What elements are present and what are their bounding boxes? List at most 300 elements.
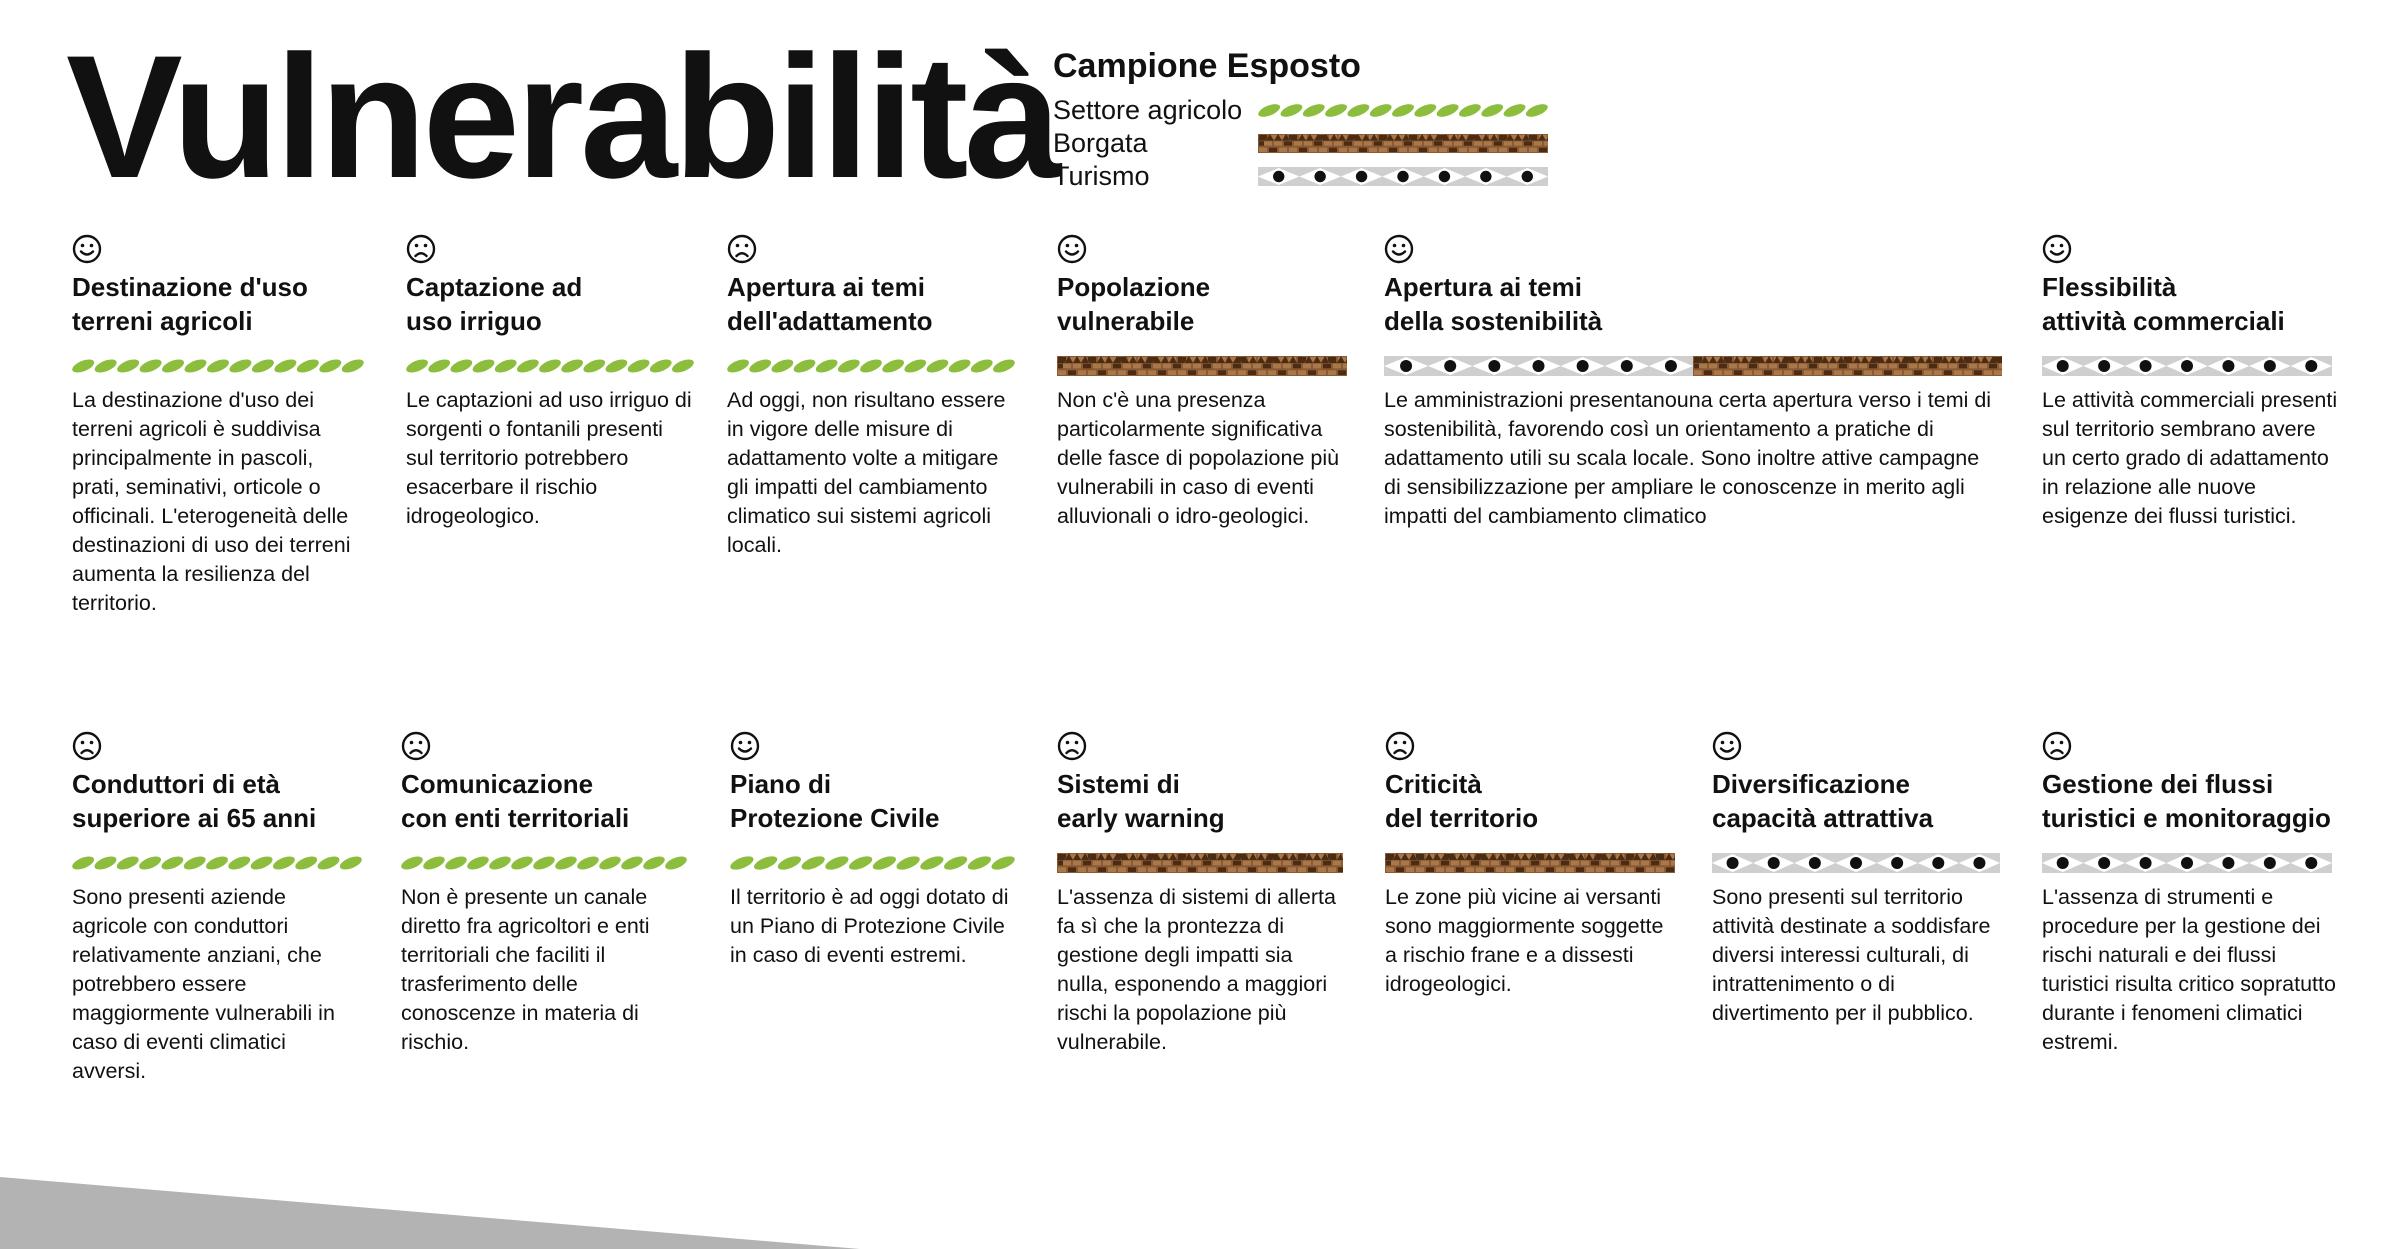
- leaf-mark: [604, 357, 629, 375]
- dot-mark: [1488, 360, 1500, 372]
- pattern-bar: [401, 853, 687, 873]
- brick-mark: [1514, 141, 1522, 145]
- brick-mark: [1168, 370, 1176, 375]
- brick-mark: [1328, 370, 1336, 375]
- dot-mark: [2264, 360, 2276, 372]
- brick-mark: [1088, 370, 1096, 375]
- brick-mark: [1359, 148, 1367, 152]
- leaf-mark: [770, 357, 795, 375]
- leaf-mark: [858, 357, 883, 375]
- brick-mark: [1123, 861, 1131, 866]
- leaf-mark: [183, 357, 209, 375]
- face-outline: [1386, 236, 1412, 262]
- mouth-mark: [737, 253, 748, 256]
- leaf-mark: [1457, 102, 1482, 120]
- pattern-svg: [730, 853, 1015, 873]
- pattern-svg: [1258, 134, 1548, 153]
- leaf-mark: [471, 357, 496, 375]
- brick-mark: [1258, 370, 1266, 375]
- brick-mark: [1118, 370, 1126, 375]
- brick-mark: [1248, 370, 1256, 375]
- eye-mark: [1066, 244, 1070, 248]
- smiley-sad-icon: [401, 731, 431, 761]
- smiley-happy-icon: [1384, 234, 1414, 264]
- card-title: Apertura ai temi della sostenibilità: [1384, 272, 1603, 336]
- smiley-happy-icon: [72, 234, 102, 264]
- brick-mark: [1294, 141, 1302, 145]
- face-outline: [2044, 733, 2070, 759]
- brick-mark: [1333, 364, 1341, 369]
- eye-mark: [410, 741, 414, 745]
- leaf-mark: [990, 854, 1015, 873]
- eye-mark: [1066, 741, 1070, 745]
- brick-mark: [1323, 861, 1331, 866]
- eye-mark: [90, 741, 94, 745]
- brick-mark: [1283, 364, 1291, 369]
- face-icon: [72, 234, 102, 264]
- dot-mark: [2098, 360, 2110, 372]
- brick-mark: [1299, 148, 1307, 152]
- card-text: Non è presente un canale diretto fra agricoltori e enti territoriali che faciliti il trasferimento delle conoscenze in materia di rischio.: [401, 885, 650, 1054]
- brick-mark: [1739, 364, 1747, 369]
- brick-mark: [1248, 867, 1256, 872]
- brick-mark: [1566, 867, 1574, 872]
- face-outline: [408, 236, 434, 262]
- brick-mark: [1556, 867, 1564, 872]
- pattern-bar: [727, 356, 1015, 376]
- brick-mark: [1949, 364, 1957, 369]
- leaf-mark: [227, 854, 252, 872]
- corner-shape: [0, 1177, 860, 1249]
- brick-mark: [1389, 148, 1397, 152]
- brick-mark: [1636, 867, 1644, 872]
- brick-mark: [1409, 148, 1417, 152]
- dot-mark: [2264, 857, 2276, 869]
- eye-mark: [1393, 244, 1397, 248]
- brick-mark: [1178, 867, 1186, 872]
- brick-mark: [1303, 861, 1311, 866]
- leaf-mark: [648, 357, 673, 375]
- brick-mark: [1546, 867, 1554, 872]
- leaf-mark: [663, 854, 687, 872]
- brick-mark: [1203, 861, 1211, 866]
- card-text: L'assenza di sistemi di allerta fa sì che la prontezza di gestione degli impatti sia nulla, esponendo a maggiori rischi la popolazione più vulnerabile.: [1057, 885, 1336, 1054]
- mouth-mark: [82, 750, 93, 753]
- leaf-mark: [421, 854, 446, 872]
- smiley-happy-icon: [2042, 234, 2072, 264]
- brick-mark: [1989, 364, 1997, 369]
- brick-mark: [1391, 861, 1399, 866]
- corner-decoration: [0, 1169, 900, 1249]
- eye-mark: [1075, 741, 1079, 745]
- face-icon: [730, 731, 760, 761]
- brick-mark: [1318, 867, 1326, 872]
- brick-mark: [1489, 148, 1497, 152]
- smiley-happy-icon: [1057, 234, 1087, 264]
- leaf-mark: [1524, 102, 1548, 120]
- brick-mark: [1228, 370, 1236, 375]
- legend-label: Settore agricolo: [1053, 95, 1243, 125]
- brick-mark: [1334, 141, 1342, 145]
- leaf-mark: [582, 357, 607, 375]
- legend-label: Borgata: [1053, 128, 1148, 158]
- leaf-mark: [800, 854, 827, 873]
- pattern-svg: [1057, 356, 1347, 376]
- brick-mark: [1173, 861, 1181, 866]
- dot-mark: [2140, 360, 2152, 372]
- card-title: Apertura ai temi dell'adattamento: [727, 272, 933, 336]
- leaf-mark: [93, 357, 119, 375]
- pattern-bar: [1057, 356, 1347, 376]
- leaf-mark: [531, 854, 556, 872]
- card-title: Criticità del territorio: [1385, 769, 1539, 833]
- face-outline: [1059, 733, 1085, 759]
- brick-mark: [1824, 370, 1832, 375]
- brick-mark: [1909, 364, 1917, 369]
- dot-mark: [2181, 360, 2193, 372]
- card-text: Non c'è una presenza particolarmente significativa delle fasce di popolazione più vulnerabili in caso di eventi alluvionali o idro-geologici.: [1057, 388, 1340, 528]
- pattern-svg: [2042, 356, 2332, 376]
- smiley-sad-icon: [1057, 731, 1087, 761]
- brick-mark: [1839, 364, 1847, 369]
- brick-mark: [1253, 861, 1261, 866]
- dot-mark: [2222, 360, 2234, 372]
- leaf-mark: [406, 357, 430, 375]
- leaf-mark: [465, 854, 490, 872]
- leaf-mark: [515, 357, 540, 375]
- brick-mark: [1641, 861, 1649, 866]
- leaf-mark: [1301, 102, 1326, 120]
- brick-mark: [1666, 867, 1674, 872]
- pattern-bar: [406, 356, 694, 376]
- pattern-svg: [401, 853, 687, 873]
- eye-mark: [1721, 741, 1725, 745]
- card-title: Flessibilità attività commerciali: [2042, 272, 2285, 336]
- brick-mark: [1238, 370, 1246, 375]
- brick-mark: [1734, 370, 1742, 375]
- brick-mark: [1218, 370, 1226, 375]
- brick-mark: [1233, 364, 1241, 369]
- brick-mark: [1576, 867, 1584, 872]
- eye-mark: [424, 244, 428, 248]
- brick-mark: [1524, 141, 1532, 145]
- leaf-mark: [597, 854, 622, 872]
- brick-mark: [1293, 861, 1301, 866]
- brick-mark: [1313, 861, 1321, 866]
- leaf-mark: [1390, 102, 1415, 120]
- brick-mark: [1544, 141, 1548, 145]
- card-title: Conduttori di età superiore ai 65 anni: [72, 769, 317, 833]
- brick-mark: [1264, 141, 1272, 145]
- brick-mark: [1318, 370, 1326, 375]
- leaf-mark: [487, 854, 512, 872]
- mouth-mark: [81, 252, 93, 255]
- brick-mark: [1243, 861, 1251, 866]
- brick-mark: [1411, 861, 1419, 866]
- leaf-mark: [727, 357, 751, 375]
- leaf-mark: [443, 854, 468, 872]
- brick-mark: [1298, 370, 1306, 375]
- page-title: Vulnerabilità: [66, 20, 1058, 215]
- card-text: Le attività commerciali presenti sul territorio sembrano avere un certo grado di adattamento in relazione alle nuove esigenze dei flussi turistici.: [2042, 388, 2338, 528]
- leaf-mark: [836, 357, 861, 375]
- brick-mark: [1744, 370, 1752, 375]
- eye-mark: [81, 741, 85, 745]
- pattern-svg: [1258, 167, 1548, 186]
- brick-mark: [1193, 364, 1201, 369]
- smiley-sad-icon: [406, 234, 436, 264]
- brick-mark: [1436, 867, 1444, 872]
- leaf-mark: [1258, 102, 1282, 120]
- brick-mark: [1724, 370, 1732, 375]
- brick-mark: [1098, 867, 1106, 872]
- dot-mark: [2305, 360, 2317, 372]
- leaf-mark: [427, 357, 452, 375]
- brick-mark: [1268, 370, 1276, 375]
- borgata-pattern-bar: [1258, 134, 1548, 153]
- mouth-mark: [1393, 252, 1405, 255]
- brick-mark: [1283, 861, 1291, 866]
- card-title: Captazione ad uso irriguo: [406, 272, 583, 336]
- leaf-mark: [205, 357, 231, 375]
- brick-mark: [1591, 861, 1599, 866]
- brick-mark: [1586, 867, 1594, 872]
- card-title: Diversificazione capacità attrattiva: [1712, 769, 1934, 833]
- brick-mark: [1113, 364, 1121, 369]
- brick-mark: [1404, 141, 1412, 145]
- face-icon: [1057, 731, 1087, 761]
- pattern-svg: [1384, 356, 2002, 376]
- brick-mark: [1694, 370, 1702, 375]
- legend-item-agricolo: [1053, 94, 1361, 127]
- brick-mark: [1093, 861, 1101, 866]
- leaf-mark: [182, 854, 207, 872]
- brick-mark: [1924, 370, 1932, 375]
- dot-mark: [2057, 360, 2069, 372]
- brick-mark: [1864, 370, 1872, 375]
- brick-mark: [1128, 867, 1136, 872]
- leaf-mark: [72, 854, 96, 872]
- brick-mark: [1329, 148, 1337, 152]
- brick-mark: [1153, 861, 1161, 866]
- brick-mark: [1939, 364, 1947, 369]
- mouth-mark: [1721, 749, 1733, 752]
- pattern-bar: [1712, 853, 2000, 873]
- dot-mark: [1577, 360, 1589, 372]
- brick-mark: [1429, 148, 1437, 152]
- brick-mark: [1073, 364, 1081, 369]
- brick-mark: [1138, 370, 1146, 375]
- leaf-mark: [553, 854, 578, 872]
- brick-mark: [1228, 867, 1236, 872]
- leaf-mark: [138, 357, 164, 375]
- card-text: L'assenza di strumenti e procedure per la gestione dei rischi naturali e dei flussi turistici risulta critico sopratutto durante i fenomeni climatici estremi.: [2042, 885, 2336, 1054]
- brick-mark: [1208, 867, 1216, 872]
- brick-mark: [1233, 861, 1241, 866]
- brick-mark: [1959, 364, 1967, 369]
- brick-mark: [1899, 364, 1907, 369]
- brick-mark: [1218, 867, 1226, 872]
- brick-mark: [1804, 370, 1812, 375]
- leaf-mark: [925, 357, 950, 375]
- brick-mark: [1499, 148, 1507, 152]
- brick-mark: [1471, 861, 1479, 866]
- brick-mark: [1173, 364, 1181, 369]
- brick-mark: [1289, 148, 1297, 152]
- face-outline: [1387, 733, 1413, 759]
- brick-mark: [1516, 867, 1524, 872]
- brick-mark: [1338, 867, 1343, 872]
- brick-mark: [1874, 370, 1882, 375]
- leaf-mark: [493, 357, 518, 375]
- brick-mark: [1259, 148, 1267, 152]
- brick-mark: [1661, 861, 1669, 866]
- brick-mark: [1379, 148, 1387, 152]
- brick-mark: [1929, 364, 1937, 369]
- dot-mark: [1273, 171, 1284, 182]
- face-icon: [1384, 234, 1414, 264]
- brick-mark: [1279, 148, 1287, 152]
- brick-mark: [1461, 861, 1469, 866]
- dot-mark: [1665, 360, 1677, 372]
- brick-mark: [1709, 364, 1717, 369]
- brick-mark: [1504, 141, 1512, 145]
- brick-mark: [1621, 861, 1629, 866]
- brick-mark: [1506, 867, 1514, 872]
- brick-mark: [1774, 370, 1782, 375]
- eye-mark: [2060, 741, 2064, 745]
- brick-mark: [1729, 364, 1737, 369]
- brick-mark: [1406, 867, 1414, 872]
- brick-mark: [1974, 370, 1982, 375]
- brick-mark: [1779, 364, 1787, 369]
- leaf-mark: [575, 854, 600, 872]
- face-outline: [403, 733, 429, 759]
- brick-mark: [1844, 370, 1852, 375]
- brick-mark: [1278, 867, 1286, 872]
- dot-mark: [1973, 857, 1985, 869]
- face-outline: [1714, 733, 1740, 759]
- brick-mark: [1646, 867, 1654, 872]
- brick-mark: [1749, 364, 1757, 369]
- brick-mark: [1626, 867, 1634, 872]
- brick-mark: [1944, 370, 1952, 375]
- card-title: Destinazione d'uso terreni agricoli: [72, 272, 308, 336]
- card-text: La destinazione d'uso dei terreni agricoli è suddivisa principalmente in pascoli, prati, seminativi, orticole o officinali. L'eterogeneità delle destinazioni di uso dei terreni aumenta la resilienza del territorio.: [72, 388, 351, 615]
- brick-mark: [1073, 861, 1081, 866]
- brick-mark: [1484, 141, 1492, 145]
- leaf-mark: [204, 854, 229, 872]
- dot-mark: [1480, 171, 1491, 182]
- brick-mark: [1509, 148, 1517, 152]
- brick-mark: [1984, 370, 1992, 375]
- card-text: Il territorio è ad oggi dotato di un Piano di Protezione Civile in caso di eventi estremi.: [730, 885, 1009, 967]
- eye-mark: [419, 741, 423, 745]
- pattern-svg: [72, 356, 364, 376]
- eye-mark: [736, 244, 740, 248]
- brick-mark: [1671, 861, 1675, 866]
- face-outline: [74, 236, 100, 262]
- brick-mark: [1704, 370, 1712, 375]
- brick-mark: [1068, 867, 1076, 872]
- brick-mark: [1269, 148, 1277, 152]
- leaf-mark: [1279, 102, 1304, 120]
- brick-mark: [1148, 867, 1156, 872]
- brick-mark: [1769, 364, 1777, 369]
- brick-mark: [1571, 861, 1579, 866]
- brick-mark: [1093, 364, 1101, 369]
- brick-mark: [1108, 370, 1116, 375]
- dot-mark: [1727, 857, 1739, 869]
- leaf-mark: [823, 854, 850, 873]
- leaf-mark: [1368, 102, 1393, 120]
- brick-mark: [1424, 141, 1432, 145]
- pattern-bar: [1057, 853, 1343, 873]
- brick-mark: [1386, 867, 1394, 872]
- brick-mark: [1759, 364, 1767, 369]
- brick-mark: [1446, 867, 1454, 872]
- pattern-bar: [2042, 853, 2332, 873]
- brick-mark: [1479, 148, 1487, 152]
- brick-mark: [1416, 867, 1424, 872]
- brick-mark: [1384, 141, 1392, 145]
- brick-mark: [1068, 370, 1076, 375]
- brick-mark: [1601, 861, 1609, 866]
- brick-mark: [1529, 148, 1537, 152]
- brick-mark: [1183, 364, 1191, 369]
- leaf-mark: [250, 357, 276, 375]
- face-icon: [2042, 234, 2072, 264]
- brick-mark: [1238, 867, 1246, 872]
- brick-mark: [1273, 861, 1281, 866]
- brick-mark: [1108, 867, 1116, 872]
- brick-mark: [1324, 141, 1332, 145]
- legend-heading: Campione Esposto: [1053, 47, 1361, 85]
- brick-mark: [1834, 370, 1842, 375]
- face-outline: [74, 733, 100, 759]
- mouth-mark: [1395, 750, 1406, 753]
- brick-mark: [1148, 370, 1156, 375]
- leaf-mark: [509, 854, 534, 872]
- brick-mark: [1494, 141, 1502, 145]
- leaf-mark: [137, 854, 162, 872]
- leaf-mark: [228, 357, 254, 375]
- leaf-mark: [871, 854, 898, 873]
- brick-mark: [1481, 861, 1489, 866]
- leaf-mark: [401, 854, 425, 872]
- leaf-mark: [271, 854, 296, 872]
- brick-mark: [1278, 370, 1286, 375]
- brick-mark: [1133, 364, 1141, 369]
- brick-mark: [1426, 867, 1434, 872]
- eye-mark: [81, 244, 85, 248]
- brick-mark: [1501, 861, 1509, 866]
- brick-mark: [1511, 861, 1519, 866]
- face-icon: [1385, 731, 1415, 761]
- leaf-mark: [273, 357, 299, 375]
- face-icon: [1057, 234, 1087, 264]
- leaf-mark: [966, 854, 993, 873]
- leaf-mark: [160, 357, 186, 375]
- brick-mark: [1058, 867, 1066, 872]
- brick-mark: [1496, 867, 1504, 872]
- brick-mark: [1399, 148, 1407, 152]
- dot-mark: [1932, 857, 1944, 869]
- smiley-sad-icon: [727, 234, 757, 264]
- turismo-pattern-bar: [1258, 167, 1548, 186]
- pattern-bar: [1385, 853, 1675, 873]
- brick-mark: [1459, 148, 1467, 152]
